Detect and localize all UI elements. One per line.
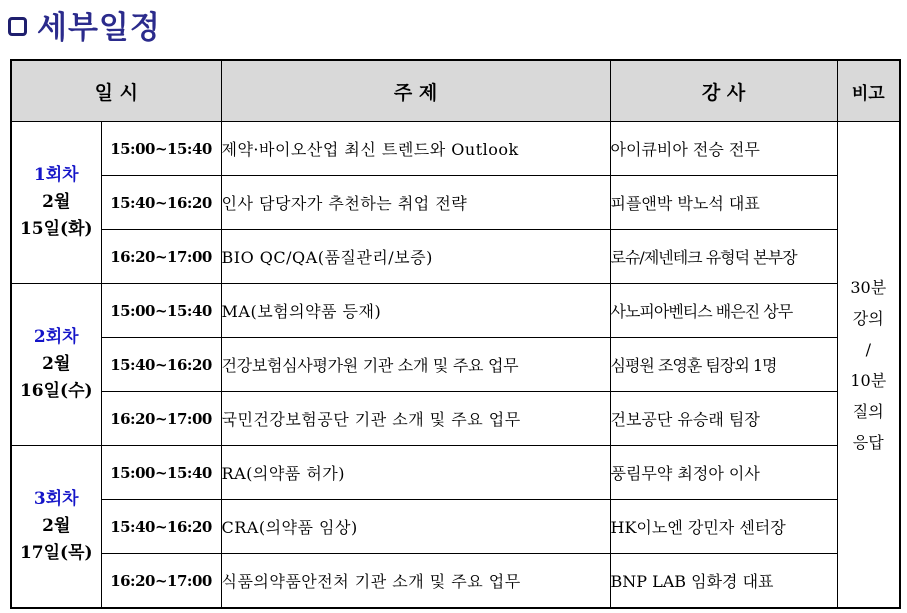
time-cell: 15:40~16:20 [101, 338, 221, 392]
topic-cell: BIO QC/QA(품질관리/보증) [221, 230, 610, 284]
time-cell: 15:40~16:20 [101, 500, 221, 554]
note-line: / [865, 339, 871, 359]
col-header-topic: 주 제 [221, 60, 610, 122]
time-cell: 15:00~15:40 [101, 284, 221, 338]
topic-cell: 인사 담당자가 추천하는 취업 전략 [221, 176, 610, 230]
header-row [11, 60, 900, 122]
note-line: 질의 [852, 401, 884, 421]
col-header-note: 비고 [837, 60, 900, 122]
note-line: 30분 [850, 277, 887, 297]
topic-cell: CRA(의약품 임상) [221, 500, 610, 554]
time-cell: 16:20~17:00 [101, 554, 221, 609]
session-month: 2월 [42, 516, 71, 536]
checkbox-square-icon [8, 17, 27, 36]
speaker-cell: 피플앤박 박노석 대표 [610, 176, 837, 230]
session-day: 15일(화) [19, 219, 93, 239]
note-cell [837, 122, 900, 609]
time-cell: 15:00~15:40 [101, 122, 221, 176]
topic-cell: 국민건강보험공단 기관 소개 및 주요 업무 [221, 392, 610, 446]
session-month: 2월 [42, 354, 71, 374]
note-line: 응답 [852, 432, 884, 452]
table-row [11, 554, 900, 609]
session-day: 17일(목) [19, 543, 93, 563]
topic-cell: MA(보험의약품 등재) [221, 284, 610, 338]
note-line: 10분 [850, 370, 887, 390]
session-cell [11, 284, 101, 446]
table-row [11, 284, 900, 338]
speaker-cell: 건보공단 유승래 팀장 [610, 392, 837, 446]
speaker-cell: 풍림무약 최정아 이사 [610, 446, 837, 500]
table-row [11, 122, 900, 176]
table-row [11, 176, 900, 230]
time-cell: 15:00~15:40 [101, 446, 221, 500]
topic-cell: RA(의약품 허가) [221, 446, 610, 500]
table-row [11, 392, 900, 446]
table-row [11, 500, 900, 554]
session-month: 2월 [42, 192, 71, 212]
note-line: 강의 [852, 308, 884, 328]
topic-cell: 제약·바이오산업 최신 트렌드와 Outlook [221, 122, 610, 176]
session-cell [11, 122, 101, 284]
schedule-table [10, 59, 901, 609]
speaker-cell: BNP LAB 임화경 대표 [610, 554, 837, 609]
section-heading [8, 4, 161, 44]
time-cell: 15:40~16:20 [101, 176, 221, 230]
speaker-cell: 사노피아벤티스 배은진 상무 [610, 284, 837, 338]
session-number: 2회차 [33, 327, 79, 347]
table-row [11, 230, 900, 284]
speaker-cell: HK이노엔 강민자 센터장 [610, 500, 837, 554]
col-header-speaker: 강 사 [610, 60, 837, 122]
table-row [11, 338, 900, 392]
session-number: 1회차 [33, 165, 79, 185]
speaker-cell: 로슈/제넨테크 유형덕 본부장 [610, 230, 837, 284]
page-title: 세부일정 [37, 9, 161, 46]
speaker-cell: 아이큐비아 전승 전무 [610, 122, 837, 176]
time-cell: 16:20~17:00 [101, 230, 221, 284]
time-cell: 16:20~17:00 [101, 392, 221, 446]
session-day: 16일(수) [19, 381, 93, 401]
topic-cell: 식품의약품안전처 기관 소개 및 주요 업무 [221, 554, 610, 609]
session-cell [11, 446, 101, 609]
topic-cell: 건강보험심사평가원 기관 소개 및 주요 업무 [221, 338, 610, 392]
table-row [11, 446, 900, 500]
speaker-cell: 심평원 조영훈 팀장외 1명 [610, 338, 837, 392]
col-header-datetime: 일 시 [11, 60, 221, 122]
session-number: 3회차 [33, 489, 79, 509]
